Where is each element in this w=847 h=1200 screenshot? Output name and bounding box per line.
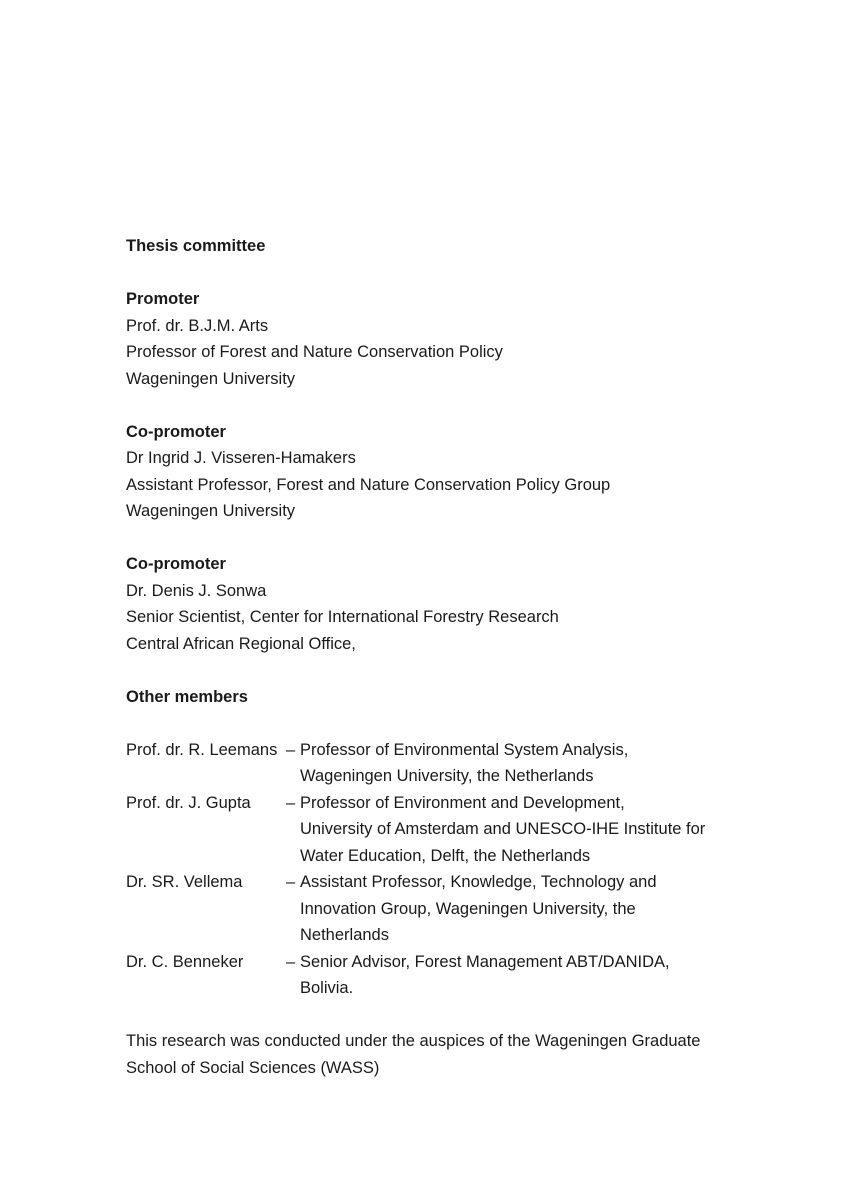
section-heading: Other members: [126, 687, 248, 706]
member-row: [126, 790, 746, 870]
dash: –: [286, 740, 296, 759]
member-name: Dr. C. Benneker: [126, 952, 244, 971]
description-line: University of Amsterdam and UNESCO-IHE Institute for: [300, 820, 706, 838]
person-affiliation: Wageningen University: [126, 502, 296, 520]
dash: –: [286, 793, 296, 812]
statement-line: School of Social Sciences (WASS): [126, 1058, 380, 1077]
description-line: Water Education, Delft, the Netherlands: [300, 846, 591, 865]
dash: –: [286, 952, 296, 971]
description-line: Professor of Environment and Development,: [300, 793, 625, 812]
co-promoter-section: [126, 419, 746, 525]
person-name: Prof. dr. B.J.M. Arts: [126, 316, 269, 335]
member-description: [300, 949, 746, 1002]
section-heading: Co-promoter: [126, 555, 226, 573]
description-line: Senior Advisor, Forest Management ABT/DANIDA,: [300, 952, 670, 971]
person-position: Senior Scientist, Center for International Forestry Research: [126, 608, 559, 626]
page-title: Thesis committee: [126, 237, 266, 255]
research-statement: [126, 1028, 746, 1081]
person-name: Dr. Denis J. Sonwa: [126, 581, 267, 600]
description-line: Wageningen University, the Netherlands: [300, 767, 594, 785]
person-position: Assistant Professor, Forest and Nature Conservation Policy Group: [126, 475, 611, 494]
spacer: [126, 260, 746, 287]
spacer: [126, 1002, 746, 1029]
member-description: [300, 869, 746, 949]
description-line: Bolivia.: [300, 979, 354, 997]
person-affiliation: Central African Regional Office,: [126, 634, 356, 653]
member-description: [300, 737, 746, 790]
promoter-section: [126, 286, 746, 392]
description-line: Innovation Group, Wageningen University, the: [300, 899, 636, 918]
person-affiliation: Wageningen University: [126, 369, 296, 388]
spacer: [126, 710, 746, 737]
member-description: [300, 790, 746, 870]
spacer: [126, 392, 746, 419]
co-promoter-section: [126, 551, 746, 657]
spacer: [126, 657, 746, 684]
statement-line: This research was conducted under the auspices of the Wageningen Graduate: [126, 1032, 701, 1050]
description-line: Netherlands: [300, 926, 389, 944]
person-name: Dr Ingrid J. Visseren-Hamakers: [126, 449, 356, 467]
member-name: Dr. SR. Vellema: [126, 873, 243, 891]
description-line: Professor of Environmental System Analysis,: [300, 740, 629, 759]
spacer: [126, 525, 746, 552]
member-name: Prof. dr. R. Leemans: [126, 740, 278, 759]
member-row: [126, 869, 746, 949]
section-heading: Co-promoter: [126, 422, 226, 441]
description-line: Assistant Professor, Knowledge, Technology and: [300, 873, 657, 891]
member-row: [126, 949, 746, 1002]
dash: –: [286, 873, 296, 891]
section-heading: Promoter: [126, 290, 200, 308]
members-list: [126, 737, 746, 1002]
member-name: Prof. dr. J. Gupta: [126, 793, 251, 812]
committee-page: [126, 233, 746, 1081]
person-position: Professor of Forest and Nature Conservation Policy: [126, 343, 503, 361]
member-row: [126, 737, 746, 790]
